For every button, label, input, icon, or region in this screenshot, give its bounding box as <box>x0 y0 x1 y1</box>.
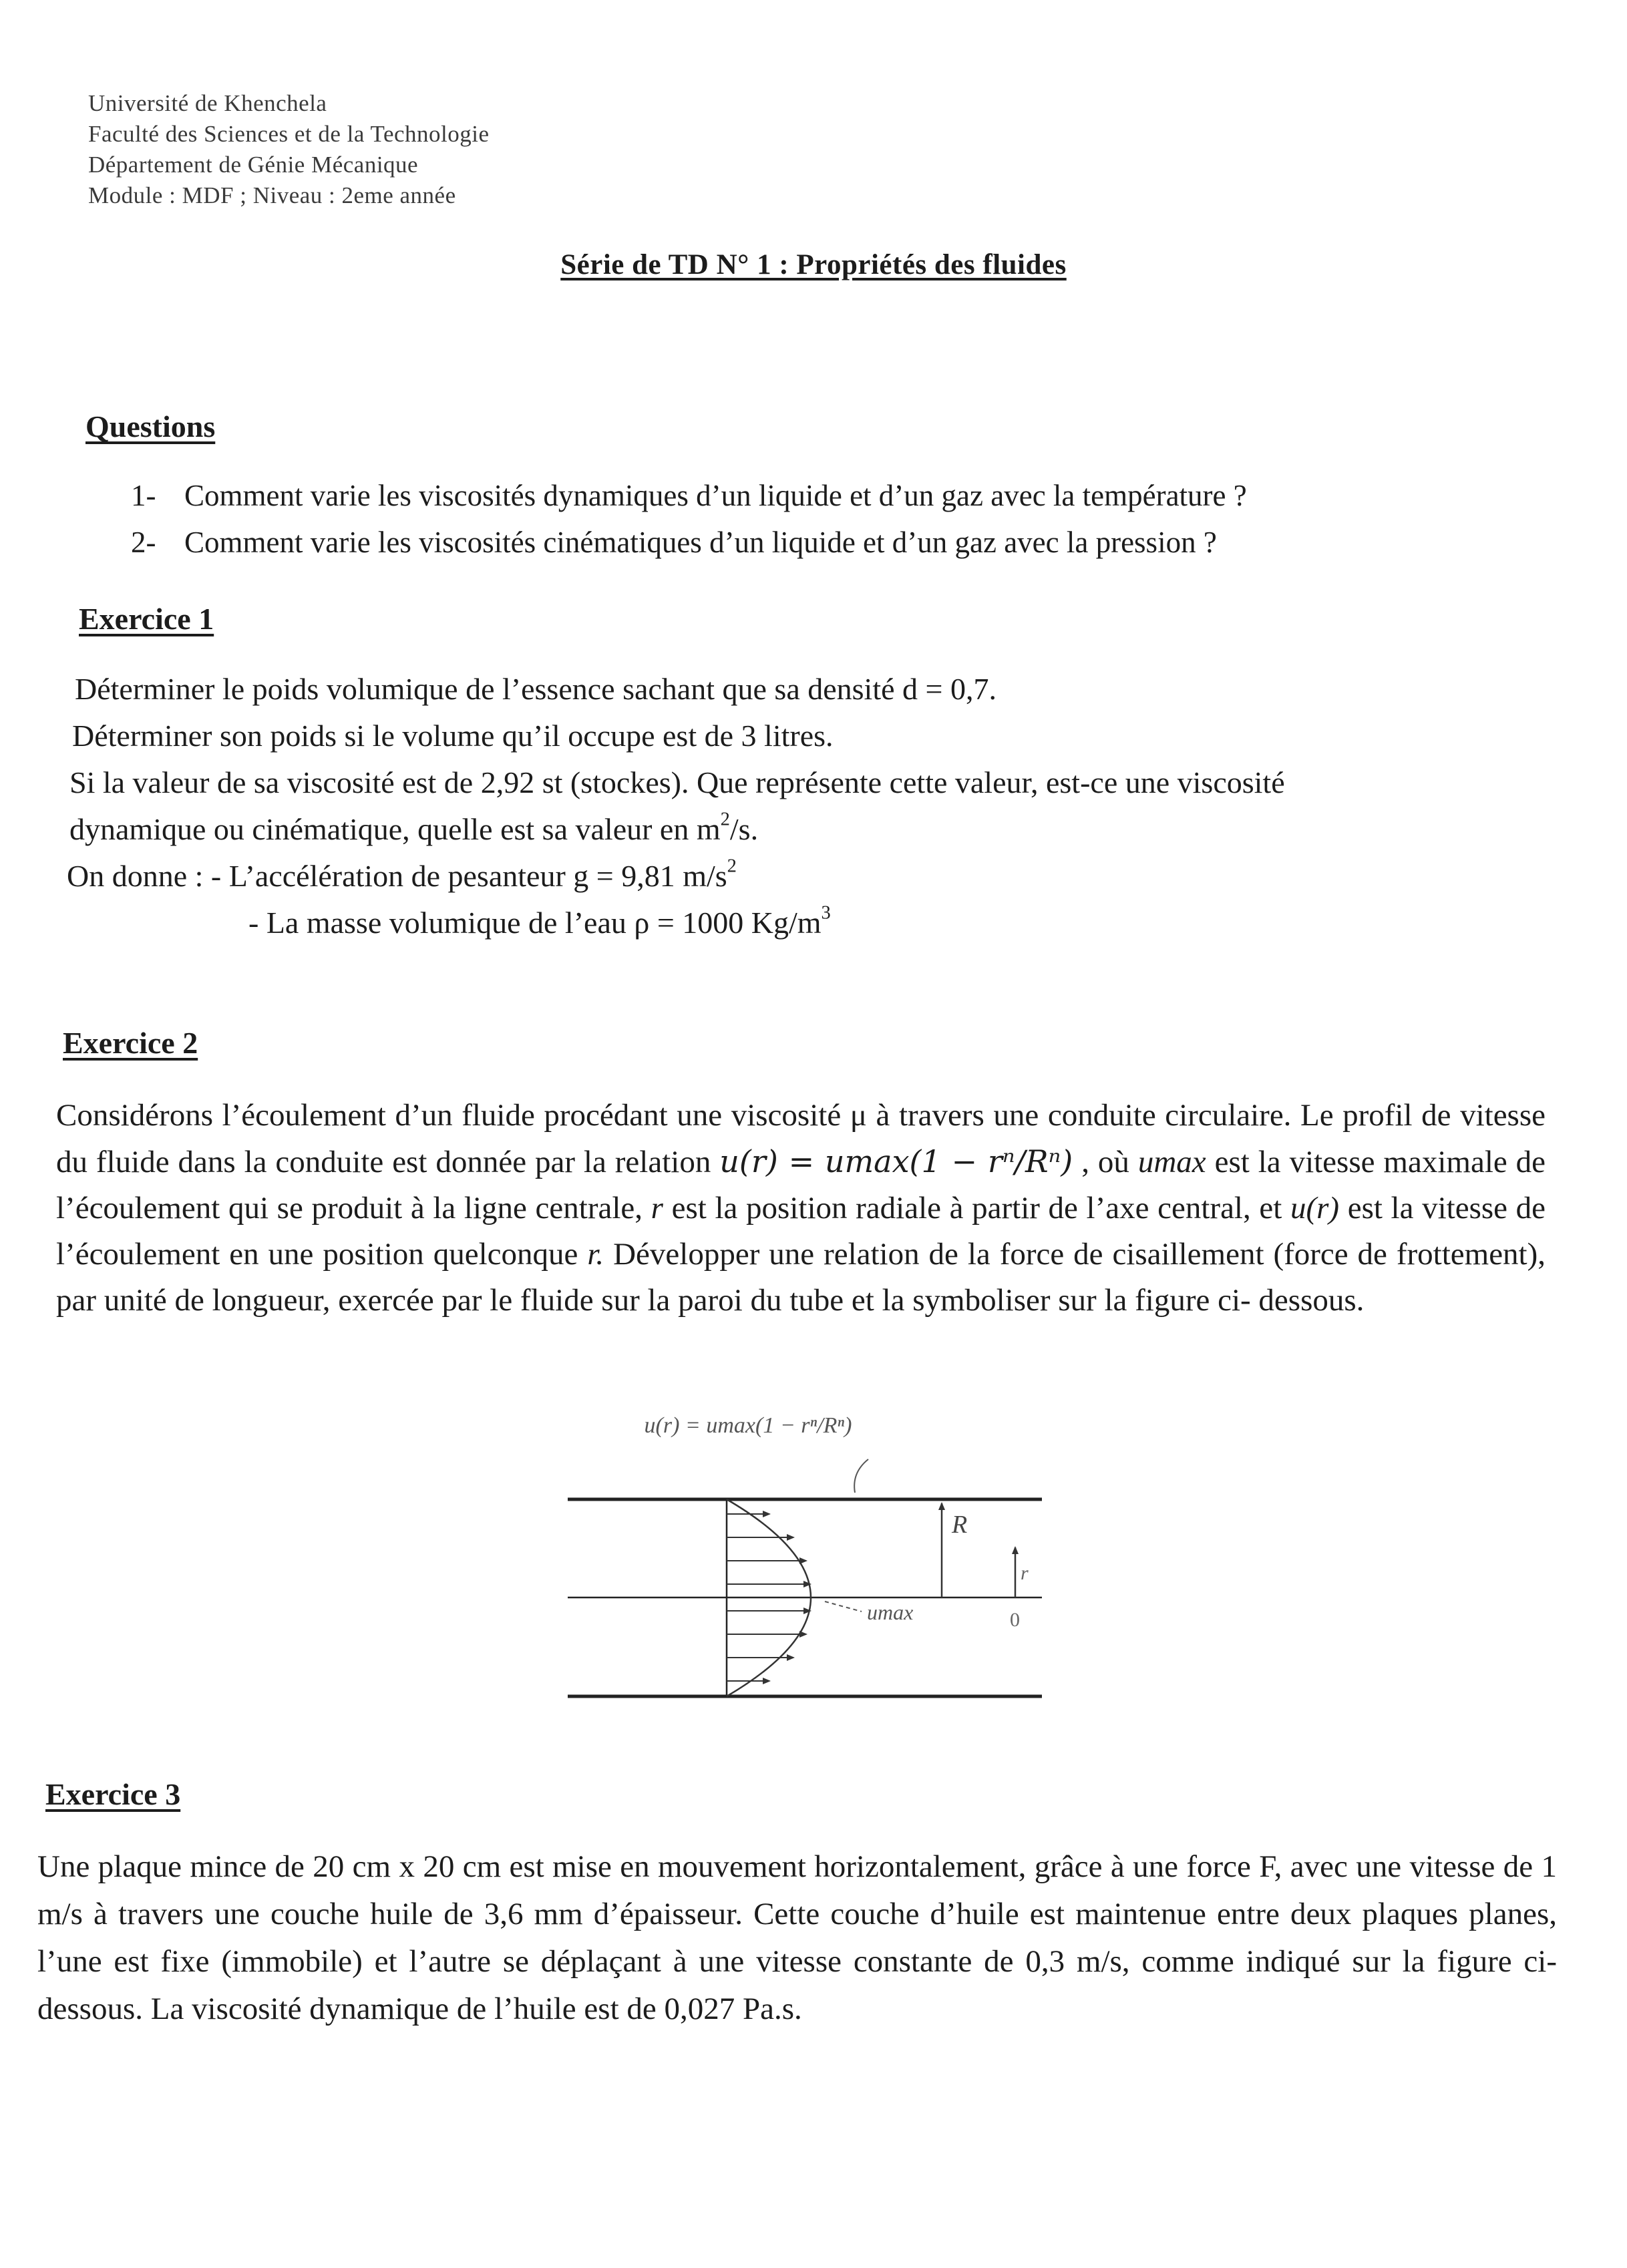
ex3-paragraph <box>37 1843 1557 2033</box>
exercise-3-heading: Exercice 3 <box>45 1777 181 1811</box>
question-text: Comment varie les viscosités cinématiques d’un liquide et d’un gaz avec la pression ? <box>184 526 1217 559</box>
question-item-1 <box>131 478 1247 513</box>
question-text: Comment varie les viscosités dynamiques d’un liquide et d’un gaz avec la température ? <box>184 479 1247 512</box>
ex1-line-1: Déterminer le poids volumique de l’essence sachant que sa densité d = 0,7. <box>75 672 997 706</box>
pipe-flow-figure <box>548 1399 1055 1720</box>
ex2-text-2: , où <box>1081 1145 1129 1179</box>
umax-leader-line <box>825 1601 862 1612</box>
ex2-paragraph <box>56 1093 1546 1324</box>
ex3-text: Une plaque mince de 20 cm x 20 cm est mise en mouvement horizontalement, grâce à une force F, avec une vitesse de 1 m/s à travers une couche huile de 3,6 mm d’épaisseur. Cette couche d’huile est maintenue entre deux plaques planes, l’une est fixe (immobile) et l’autre se déplaçant à une vitesse constante de 0,3 m/s, comme indiqué sur la figure ci-dessous. La viscosité dynamique de l’huile est de 0,027 Pa.s. <box>37 1849 1557 2026</box>
ex2-text-6: Développer une relation de la force de cisaillement (force de frottement), par unité de longueur, exercée par le fluide sur la paroi du tube et la symboliser sur la figure ci- dessous. <box>56 1237 1546 1318</box>
document-title-wrap <box>0 248 1627 281</box>
r-symbol-2: r. <box>587 1237 604 1272</box>
ex1-line-4-unit: /s. <box>729 812 759 846</box>
university-name: Université de Khenchela <box>88 90 327 116</box>
r-symbol: r <box>651 1191 663 1225</box>
velocity-profile-formula: u(r) = umax(1 − rⁿ/Rⁿ) <box>719 1143 1073 1179</box>
ex2-text-5: est la vitesse de l’écoulement en une position quelconque <box>56 1191 1546 1272</box>
ex1-line-3: Si la valeur de sa viscosité est de 2,92 st (stockes). Que représente cette valeur, est-ce une viscosité <box>69 765 1285 799</box>
ex2-text-4: est la position radiale à partir de l’axe central, et <box>671 1191 1282 1225</box>
questions-heading: Questions <box>85 409 216 443</box>
ex2-text-3: est la vitesse maximale de l’écoulement qui se produit à la ligne centrale, <box>56 1145 1546 1225</box>
ex1-line-6-text: - La masse volumique de l’eau ρ = 1000 Kg/m <box>248 906 822 940</box>
ex1-line-5-text: On donne : - L’accélération de pesanteur g = 9,81 m/s <box>67 859 727 893</box>
figure-formula-label: u(r) = umax(1 − rⁿ/Rⁿ) <box>644 1413 852 1438</box>
radius-R-label: R <box>952 1511 968 1539</box>
origin-zero-label: 0 <box>1010 1609 1020 1631</box>
question-number: 1- <box>131 479 156 512</box>
radius-r-label: r <box>1021 1562 1029 1584</box>
faculty-name: Faculté des Sciences et de la Technologie <box>88 121 490 147</box>
department-name: Département de Génie Mécanique <box>88 152 419 178</box>
exercise-2-heading: Exercice 2 <box>63 1026 198 1060</box>
exercise-1-heading: Exercice 1 <box>79 602 214 636</box>
exponent: 3 <box>821 902 831 924</box>
ex1-line-2: Déterminer son poids si le volume qu’il occupe est de 3 litres. <box>72 719 834 753</box>
formula-leader-line <box>854 1459 868 1493</box>
document-title: Série de TD N° 1 : Propriétés des fluides <box>560 249 1067 280</box>
ex2-text-1: Considérons l’écoulement d’un fluide procédant une viscosité μ à travers une conduite circulaire. Le profil de vitesse du fluide dans la conduite est donnée par la relation <box>56 1098 1546 1179</box>
ex1-line-6 <box>248 902 831 940</box>
institution-header <box>88 88 490 211</box>
ex1-line-4 <box>69 811 758 847</box>
exponent: 2 <box>720 809 730 830</box>
umax-figure-label: umax <box>867 1600 914 1624</box>
exponent: 2 <box>727 856 737 877</box>
question-number: 2- <box>131 526 156 559</box>
ur-symbol: u(r) <box>1290 1191 1340 1225</box>
ex1-line-5 <box>67 858 737 894</box>
question-item-2 <box>131 525 1217 560</box>
ex1-line-4-text: dynamique ou cinématique, quelle est sa valeur en m <box>69 812 721 846</box>
umax-symbol: umax <box>1137 1145 1206 1179</box>
module-level: Module : MDF ; Niveau : 2eme année <box>88 182 456 208</box>
